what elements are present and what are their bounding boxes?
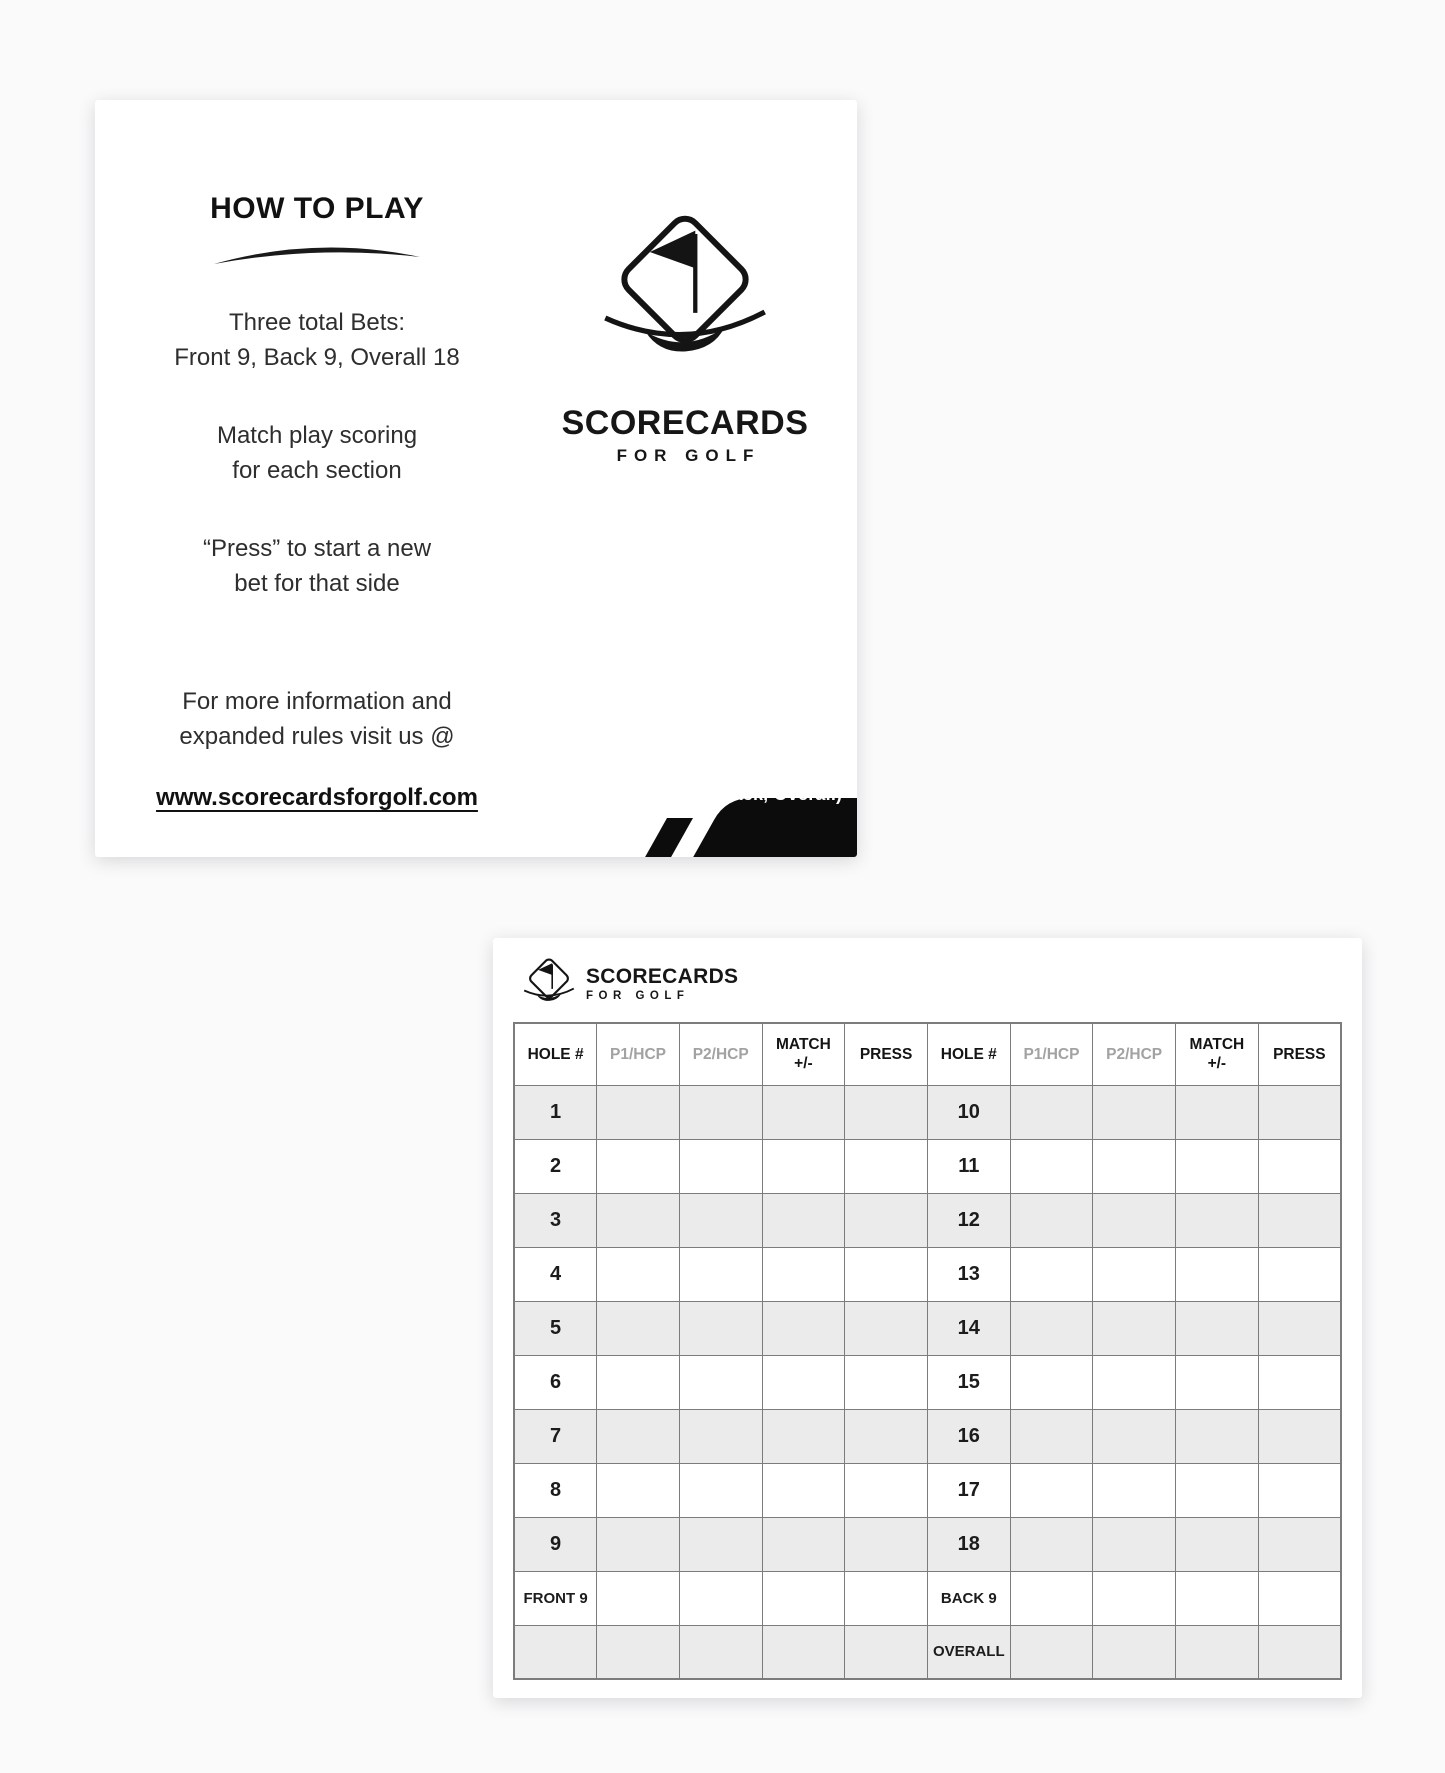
score-cell [1258, 1463, 1341, 1517]
hole-number-cell: 4 [514, 1247, 597, 1301]
table-row [514, 1409, 1341, 1463]
score-cell [1010, 1085, 1093, 1139]
score-cell [679, 1247, 762, 1301]
hole-number-cell: 17 [927, 1463, 1010, 1517]
how-to-play-card [95, 100, 857, 857]
table-row [514, 1193, 1341, 1247]
hole-number-cell: 1 [514, 1085, 597, 1139]
score-cell [597, 1625, 680, 1679]
banner-title: Nassau [695, 748, 803, 781]
score-cell [679, 1463, 762, 1517]
score-cell [679, 1085, 762, 1139]
brand-tagline: FOR GOLF [616, 446, 761, 465]
header-cell: MATCH +/- [1176, 1023, 1259, 1085]
score-cell [845, 1517, 928, 1571]
score-cell [1258, 1409, 1341, 1463]
score-cell [1093, 1193, 1176, 1247]
table-row [514, 1625, 1341, 1679]
score-cell [1176, 1085, 1259, 1139]
score-cell [845, 1409, 928, 1463]
score-cell [1176, 1463, 1259, 1517]
score-cell [1258, 1139, 1341, 1193]
header-cell: PRESS [845, 1023, 928, 1085]
hole-number-cell: 3 [514, 1193, 597, 1247]
score-cell [1093, 1301, 1176, 1355]
score-cell [1258, 1571, 1341, 1625]
score-cell [1176, 1625, 1259, 1679]
score-cell [1010, 1625, 1093, 1679]
score-cell [1010, 1355, 1093, 1409]
section-label-cell: OVERALL [927, 1625, 1010, 1679]
rule-match-play: Match play scoring for each section [216, 422, 418, 484]
brand-name: SCORECARDS [561, 404, 809, 442]
score-cell [1093, 1409, 1176, 1463]
score-cell [762, 1625, 845, 1679]
hole-number-cell: 15 [927, 1355, 1010, 1409]
score-cell [679, 1409, 762, 1463]
score-cell [1010, 1139, 1093, 1193]
score-cell [845, 1355, 928, 1409]
score-cell [1176, 1139, 1259, 1193]
score-cell [1010, 1571, 1093, 1625]
score-cell [597, 1409, 680, 1463]
score-cell [1258, 1625, 1341, 1679]
brand-tagline: FOR GOLF [586, 989, 690, 1002]
score-cell [597, 1085, 680, 1139]
score-cell [845, 1463, 928, 1517]
score-cell [1010, 1193, 1093, 1247]
hole-number-cell: 10 [927, 1085, 1010, 1139]
table-row [514, 1247, 1341, 1301]
score-cell [1010, 1409, 1093, 1463]
hole-number-cell: 12 [927, 1193, 1010, 1247]
header-cell: PRESS [1258, 1023, 1341, 1085]
brand-logo-block [550, 208, 820, 466]
table-row [514, 1085, 1341, 1139]
score-cell [762, 1301, 845, 1355]
rule-total-bets: Three total Bets: Front 9, Back 9, Overall 18 [174, 309, 460, 371]
banner-text-block [647, 748, 851, 805]
header-cell: HOLE # [927, 1023, 1010, 1085]
score-cell [514, 1625, 597, 1679]
score-cell [597, 1463, 680, 1517]
score-cell [679, 1355, 762, 1409]
score-cell [1010, 1301, 1093, 1355]
score-cell [679, 1625, 762, 1679]
score-cell [1176, 1517, 1259, 1571]
header-cell: P1/HCP [597, 1023, 680, 1085]
score-cell [845, 1301, 928, 1355]
score-cell [1258, 1355, 1341, 1409]
underline-swoosh-icon [211, 236, 423, 272]
score-cell [597, 1247, 680, 1301]
hole-number-cell: 11 [927, 1139, 1010, 1193]
score-cell [1093, 1463, 1176, 1517]
score-cell [1176, 1571, 1259, 1625]
score-cell [1176, 1355, 1259, 1409]
score-cell [845, 1625, 928, 1679]
score-cell [597, 1139, 680, 1193]
hole-number-cell: 14 [927, 1301, 1010, 1355]
how-to-play-column [147, 192, 487, 812]
hole-number-cell: 9 [514, 1517, 597, 1571]
hole-number-cell: 5 [514, 1301, 597, 1355]
score-cell [597, 1571, 680, 1625]
score-cell [1010, 1463, 1093, 1517]
score-cell [845, 1247, 928, 1301]
score-cell [1176, 1301, 1259, 1355]
hole-number-cell: 13 [927, 1247, 1010, 1301]
scorecard-logo-text [586, 965, 738, 1002]
section-label-cell: BACK 9 [927, 1571, 1010, 1625]
how-to-play-title: HOW TO PLAY [210, 192, 424, 225]
website-url: www.scorecardsforgolf.com [156, 784, 478, 812]
table-row [514, 1139, 1341, 1193]
score-cell [762, 1571, 845, 1625]
scorecard-table [513, 1022, 1342, 1680]
score-cell [762, 1085, 845, 1139]
score-cell [679, 1193, 762, 1247]
score-cell [762, 1409, 845, 1463]
table-row [514, 1301, 1341, 1355]
score-cell [1093, 1085, 1176, 1139]
score-cell [762, 1193, 845, 1247]
scorecard-card [493, 938, 1362, 1698]
header-cell: P1/HCP [1010, 1023, 1093, 1085]
rule-press: “Press” to start a new bet for that side [202, 535, 432, 597]
score-cell [1258, 1247, 1341, 1301]
score-cell [679, 1139, 762, 1193]
score-cell [1258, 1301, 1341, 1355]
score-cell [1176, 1247, 1259, 1301]
score-cell [597, 1517, 680, 1571]
table-row [514, 1355, 1341, 1409]
score-cell [1258, 1517, 1341, 1571]
score-cell [1176, 1193, 1259, 1247]
score-cell [762, 1517, 845, 1571]
score-cell [845, 1193, 928, 1247]
score-cell [679, 1301, 762, 1355]
score-cell [762, 1247, 845, 1301]
score-cell [1093, 1355, 1176, 1409]
header-cell: P2/HCP [679, 1023, 762, 1085]
score-cell [1176, 1409, 1259, 1463]
scorecards-logo-icon [521, 956, 577, 1010]
score-cell [597, 1355, 680, 1409]
score-cell [1093, 1625, 1176, 1679]
score-cell [679, 1571, 762, 1625]
hole-number-cell: 7 [514, 1409, 597, 1463]
scorecard-logo-block [521, 956, 738, 1010]
score-cell [1093, 1517, 1176, 1571]
header-row [514, 1023, 1341, 1085]
score-cell [1258, 1085, 1341, 1139]
score-cell [1093, 1571, 1176, 1625]
hole-number-cell: 2 [514, 1139, 597, 1193]
header-cell: P2/HCP [1093, 1023, 1176, 1085]
score-cell [1010, 1517, 1093, 1571]
score-cell [679, 1517, 762, 1571]
banner-stripe-icon [589, 818, 693, 857]
score-cell [1093, 1139, 1176, 1193]
score-cell [1258, 1193, 1341, 1247]
brand-name: SCORECARDS [586, 964, 739, 988]
hole-number-cell: 8 [514, 1463, 597, 1517]
section-label-cell: FRONT 9 [514, 1571, 597, 1625]
banner-subtitle: (Front, Back, Overall) [655, 784, 843, 804]
score-cell [597, 1301, 680, 1355]
score-cell [1093, 1247, 1176, 1301]
scorecards-logo-icon [595, 208, 775, 380]
score-cell [1010, 1247, 1093, 1301]
score-cell [845, 1085, 928, 1139]
table-row [514, 1571, 1341, 1625]
hole-number-cell: 18 [927, 1517, 1010, 1571]
score-cell [762, 1463, 845, 1517]
score-cell [845, 1139, 928, 1193]
more-info-text: For more information and expanded rules visit us @ [179, 688, 455, 750]
score-cell [597, 1193, 680, 1247]
header-cell: HOLE # [514, 1023, 597, 1085]
score-cell [762, 1139, 845, 1193]
hole-number-cell: 6 [514, 1355, 597, 1409]
hole-number-cell: 16 [927, 1409, 1010, 1463]
table-row [514, 1517, 1341, 1571]
header-cell: MATCH +/- [762, 1023, 845, 1085]
score-cell [845, 1571, 928, 1625]
table-row [514, 1463, 1341, 1517]
score-cell [762, 1355, 845, 1409]
